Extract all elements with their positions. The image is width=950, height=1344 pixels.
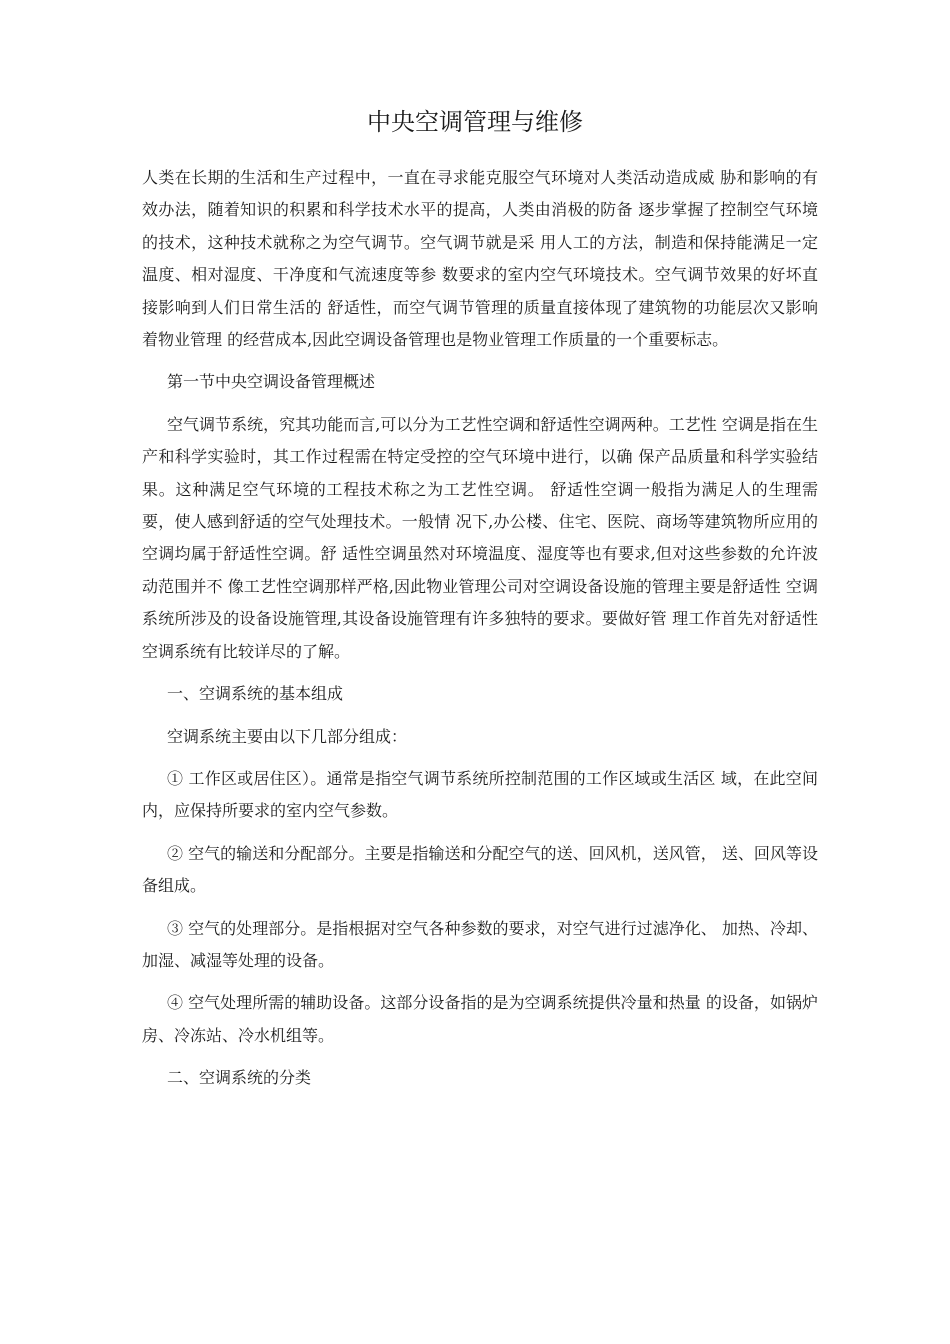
list-item-auxiliary-equipment: ④ 空气处理所需的辅助设备。这部分设备指的是为空调系统提供冷量和热量 的设备，如锅炉房、冷冻站、冷水机组等。 bbox=[142, 993, 818, 1045]
list-item-air-processing: ③ 空气的处理部分。是指根据对空气各种参数的要求，对空气进行过滤净化、 加热、冷却、加湿、减湿等处理的设备。 bbox=[142, 918, 818, 970]
list-item-air-distribution: ② 空气的输送和分配部分。主要是指输送和分配空气的送、回风机，送风管， 送、回风等设备组成。 bbox=[142, 843, 818, 896]
section-heading-overview: 第一节中央空调设备管理概述 bbox=[167, 372, 376, 392]
document-body bbox=[142, 162, 818, 1095]
paragraph-composition-intro: 空调系统主要由以下几部分组成： bbox=[167, 726, 408, 746]
subsection-heading-classification: 二、空调系统的分类 bbox=[167, 1068, 312, 1088]
list-item-work-area: ① 工作区或居住区）。通常是指空气调节系统所控制范围的工作区域或生活区 域，在此空间内，应保持所要求的室内空气参数。 bbox=[142, 768, 818, 821]
subsection-heading-composition: 一、空调系统的基本组成 bbox=[167, 684, 344, 704]
paragraph-air-conditioning-types: 空气调节系统，究其功能而言,可以分为工艺性空调和舒适性空调两种。工艺性 空调是指在生产和科学实验时，其工作过程需在特定受控的空气环境中进行，以确 保产品质量和科学实验结果。这种满足空气环境的工程技术称之为工艺性空调。 舒适性空调一般指为满足人的生理需要，使人感到舒适的空气处理技术。一般情 况下,办公楼、住宅、医院、商场等建筑物所应用的空调均属于舒适性空调。舒 适性空调虽然对环境温度、湿度等也有要求,但对这些参数的允许波动范围并不 像工艺性空调那样严格,因此物业管理公司对空调设备设施的管理主要是舒适性 空调系统所涉及的设备设施管理,其设备设施管理有许多独特的要求。要做好管 理工作首先对舒适性空调系统有比较详尽的了解。 bbox=[142, 414, 818, 661]
intro-paragraph: 人类在长期的生活和生产过程中，一直在寻求能克服空气环境对人类活动造成威 胁和影响的有效办法，随着知识的积累和科学技术水平的提高，人类由消极的防备 逐步掌握了控制空气环境的技术，这种技术就称之为空气调节。空气调节就是采 用人工的方法，制造和保持能满足一定温度、相对湿度、干净度和气流速度等参 数要求的室内空气环境技术。空气调节效果的好坏直接影响到人们日常生活的 舒适性，而空气调节管理的质量直接体现了建筑物的功能层次又影响着物业管理 的经营成本,因此空调设备管理也是物业管理工作质量的一个重要标志。 bbox=[142, 168, 818, 350]
document-title: 中央空调管理与维修 bbox=[367, 108, 583, 136]
